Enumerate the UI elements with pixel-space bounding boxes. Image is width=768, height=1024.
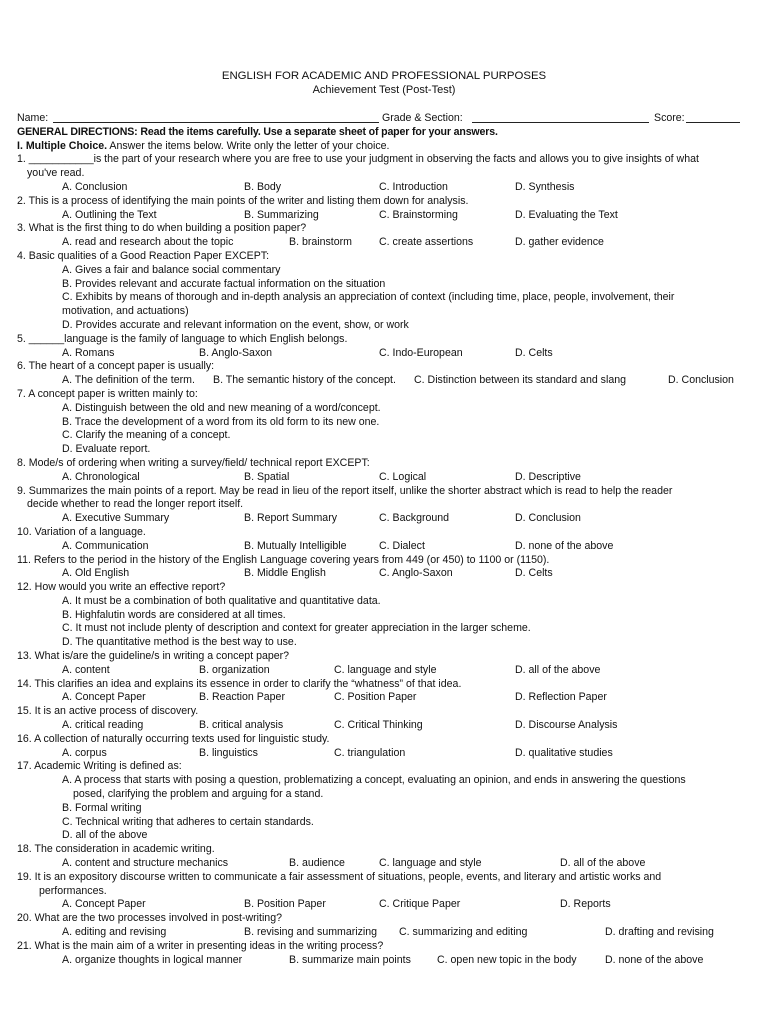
choices-row (17, 954, 752, 968)
choice-b: B. Anglo-Saxon (199, 346, 273, 359)
choices-row (17, 236, 752, 250)
choice-b: B. Summarizing (244, 208, 319, 221)
choice-a: A. Conclusion (62, 180, 128, 193)
question-stem: 6. The heart of a concept paper is usually: (17, 360, 215, 373)
question-stem: 15. It is an active process of discovery. (17, 705, 199, 718)
question-stem: 18. The consideration in academic writing. (17, 843, 215, 856)
choice-c-continued: motivation, and actuations) (62, 305, 189, 318)
question-stem: 20. What are the two processes involved in post-writing? (17, 912, 282, 925)
choice-c: C. triangulation (334, 746, 406, 759)
choice-d: D. drafting and revising (605, 926, 714, 939)
choice-d: D. Synthesis (515, 180, 575, 193)
choice-b: B. Body (244, 180, 282, 193)
choice-c: C. Distinction between its standard and slang (414, 374, 626, 387)
choice-b: B. revising and summarizing (244, 926, 378, 939)
choice-a: A. read and research about the topic (62, 236, 234, 249)
choice-a: A. organize thoughts in logical manner (62, 953, 243, 966)
choices-row (17, 540, 752, 554)
choice-a: A. A process that starts with posing a question, problematizing a concept, evaluating an opinion, and ends in answering the questions (62, 774, 686, 787)
choice-a: A. Romans (62, 346, 115, 359)
choices-row (17, 926, 752, 940)
choice-d: D. Reports (560, 898, 611, 911)
choice-a-continued: posed, clarifying the problem and arguing for a stand. (73, 788, 324, 801)
choice-a: A. Outlining the Text (62, 208, 157, 221)
choice-d: D. Discourse Analysis (515, 719, 618, 732)
choices-row (17, 471, 752, 485)
document-title: ENGLISH FOR ACADEMIC AND PROFESSIONAL PURPOSES (221, 70, 547, 82)
choice-a: A. Concept Paper (62, 898, 146, 911)
choice-a: A. Chronological (62, 470, 140, 483)
grade-section-label: Grade & Section: (382, 112, 463, 124)
choices-row (17, 857, 752, 871)
choice-d: D. none of the above (605, 953, 704, 966)
choice-a: A. Concept Paper (62, 691, 146, 704)
choices-row (17, 512, 752, 526)
question-stem: 4. Basic qualities of a Good Reaction Paper EXCEPT: (17, 249, 270, 262)
question-stem: 2. This is a process of identifying the main points of the writer and listing them down for analysis. (17, 194, 469, 207)
choice-a: A. Gives a fair and balance social commentary (62, 263, 281, 276)
choice-b: B. audience (289, 857, 345, 870)
choice-c: C. Clarify the meaning of a concept. (62, 429, 231, 442)
choice-d: D. The quantitative method is the best way to use. (62, 636, 297, 649)
question-stem: 7. A concept paper is written mainly to: (17, 387, 198, 400)
choice-b: B. Position Paper (244, 898, 326, 911)
choice-b: B. Highfalutin words are considered at all times. (62, 608, 286, 621)
choices-row (17, 664, 752, 678)
choice-c: C. language and style (379, 857, 482, 870)
choice-c: C. Background (379, 512, 450, 525)
question-stem: 21. What is the main aim of a writer in presenting ideas in the writing process? (17, 939, 384, 952)
choice-a: A. Executive Summary (62, 512, 170, 525)
choice-c: C. Brainstorming (379, 208, 458, 221)
choice-c: C. It must not include plenty of description and context for greater appreciation in the larger scheme. (62, 622, 531, 635)
choice-a: A. Old English (62, 567, 130, 580)
question-stem-continued: you've read. (27, 167, 85, 180)
question-stem: 13. What is/are the guideline/s in writing a concept paper? (17, 650, 290, 663)
question-stem: 10. Variation of a language. (17, 525, 146, 538)
choice-d: D. none of the above (515, 539, 614, 552)
question-stem-continued: performances. (39, 884, 107, 897)
choice-c: C. Critical Thinking (334, 719, 423, 732)
choice-b: B. summarize main points (289, 953, 411, 966)
choice-a: A. editing and revising (62, 926, 167, 939)
choice-d: D. Conclusion (668, 374, 734, 387)
choice-c: C. open new topic in the body (437, 953, 577, 966)
choice-d: D. all of the above (62, 829, 148, 842)
student-info-row (17, 112, 752, 126)
choices-row (17, 181, 752, 195)
question-stem-continued: decide whether to read the longer report itself. (27, 498, 244, 511)
choice-a: A. Distinguish between the old and new meaning of a word/concept. (62, 401, 381, 414)
section-text: Answer the items below. Write only the letter of your choice. (109, 139, 390, 152)
choice-c: C. Logical (379, 470, 427, 483)
question-stem: 19. It is an expository discourse written to communicate a fair assessment of situations, people, events, and literary and artistic works and (17, 870, 662, 883)
choice-c: C. language and style (334, 663, 437, 676)
question-stem: 5. ______language is the family of language to which English belongs. (17, 332, 348, 345)
choice-b: B. Spatial (244, 470, 290, 483)
choice-d: D. Descriptive (515, 470, 581, 483)
choice-c: C. Exhibits by means of thorough and in-depth analysis an appreciation of context (including time, place, people, involvement, their (62, 291, 675, 304)
choice-a: A. It must be a combination of both qualitative and quantitative data. (62, 594, 381, 607)
choice-b: B. Provides relevant and accurate factual information on the situation (62, 277, 386, 290)
choice-d: D. Celts (515, 346, 553, 359)
choice-b: B. brainstorm (289, 236, 352, 249)
choice-b: B. Reaction Paper (199, 691, 285, 704)
choice-d: D. qualitative studies (515, 746, 613, 759)
choice-a: A. critical reading (62, 719, 144, 732)
choice-b: B. Formal writing (62, 801, 142, 814)
choice-a: A. The definition of the term. (62, 374, 195, 387)
question-stem: 1. ___________is the part of your research where you are free to use your judgment in observing the facts and allows you to give insights of what (17, 153, 699, 166)
choice-c: C. Technical writing that adheres to certain standards. (62, 815, 314, 828)
choices-row (17, 691, 752, 705)
score-field[interactable] (686, 112, 740, 123)
question-stem: 3. What is the first thing to do when building a position paper? (17, 222, 307, 235)
choice-c: C. Critique Paper (379, 898, 461, 911)
choices-row (17, 747, 752, 761)
choice-d: D. Evaluate report. (62, 443, 151, 456)
choices-row (17, 898, 752, 912)
choice-c: C. Indo-European (379, 346, 463, 359)
choice-d: D. Evaluating the Text (515, 208, 618, 221)
choice-b: B. critical analysis (199, 719, 284, 732)
document-subtitle: Achievement Test (Post-Test) (312, 84, 456, 96)
score-label: Score: (654, 112, 685, 124)
choice-c: C. summarizing and editing (399, 926, 528, 939)
question-stem: 8. Mode/s of ordering when writing a survey/field/ technical report EXCEPT: (17, 456, 370, 469)
choices-row (17, 567, 752, 581)
choice-a: A. corpus (62, 746, 107, 759)
choice-d: D. Conclusion (515, 512, 581, 525)
choices-row (17, 209, 752, 223)
section-label: I. Multiple Choice. (17, 139, 108, 152)
general-directions: GENERAL DIRECTIONS: Read the items carefully. Use a separate sheet of paper for your answers. (17, 125, 498, 138)
choice-c: C. Dialect (379, 539, 425, 552)
choice-d: D. all of the above (515, 663, 601, 676)
choice-d: D. Reflection Paper (515, 691, 607, 704)
choice-b: B. Report Summary (244, 512, 338, 525)
question-stem: 14. This clarifies an idea and explains its essence in order to clarify the “whatness” of that idea. (17, 677, 462, 690)
choices-row (17, 719, 752, 733)
question-stem: 9. Summarizes the main points of a report. May be read in lieu of the report itself, unlike the shorter abstract which is read to help the reader (17, 484, 673, 497)
choice-b: B. linguistics (199, 746, 258, 759)
choice-b: B. Mutually Intelligible (244, 539, 347, 552)
choices-row (17, 374, 752, 388)
choice-d: D. all of the above (560, 857, 646, 870)
choice-c: C. Introduction (379, 180, 448, 193)
name-label: Name: (17, 112, 49, 124)
choice-b: B. Trace the development of a word from its old form to its new one. (62, 415, 380, 428)
choice-b: B. organization (199, 663, 270, 676)
choice-d: D. Celts (515, 567, 553, 580)
choice-a: A. content (62, 663, 110, 676)
grade-section-field[interactable] (472, 112, 649, 123)
question-stem: 12. How would you write an effective report? (17, 581, 226, 594)
choice-a: A. content and structure mechanics (62, 857, 229, 870)
test-body (17, 112, 752, 967)
choice-d: D. gather evidence (515, 236, 604, 249)
question-stem: 11. Refers to the period in the history of the English Language covering years from 449 (or 450) to 1100 or (1150). (17, 553, 550, 566)
choice-c: C. Position Paper (334, 691, 417, 704)
choice-c: C. Anglo-Saxon (379, 567, 453, 580)
question-stem: 17. Academic Writing is defined as: (17, 760, 182, 773)
choices-row (17, 347, 752, 361)
choice-d: D. Provides accurate and relevant information on the event, show, or work (62, 318, 409, 331)
choice-b: B. The semantic history of the concept. (213, 374, 396, 387)
question-stem: 16. A collection of naturally occurring texts used for linguistic study. (17, 732, 330, 745)
choice-b: B. Middle English (244, 567, 326, 580)
choice-a: A. Communication (62, 539, 149, 552)
section-directions (17, 140, 752, 154)
choice-c: C. create assertions (379, 236, 474, 249)
name-field[interactable] (53, 112, 379, 123)
